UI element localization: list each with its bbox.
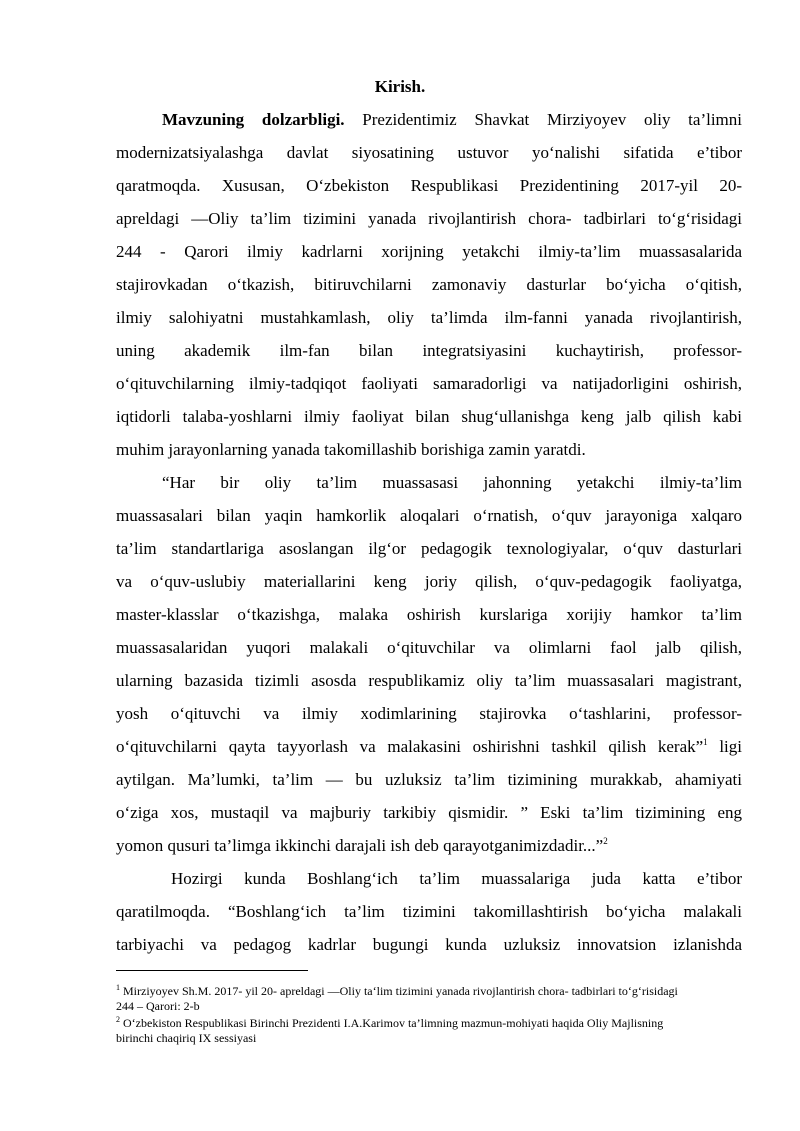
paragraph-line: o‘qituvchilarning ilmiy-tadqiqot faoliyati samaradorligi va natijadorligini oshirish, <box>116 374 742 393</box>
footnote-ref-1[interactable]: 1 <box>703 737 708 747</box>
paragraph-line: yosh o‘qituvchi va ilmiy xodimlarining stajirovka o‘tashlarini, professor- <box>116 704 742 723</box>
paragraph-text: ligi <box>707 737 742 756</box>
paragraph-line: muassasalaridan yuqori malakali o‘qituvchilar va olimlarni faol jalb qilish, <box>116 638 742 657</box>
paragraph-line: “Har bir oliy ta’lim muassasasi jahonning yetakchi ilmiy-ta’lim <box>162 473 742 492</box>
paragraph-line: master-klasslar o‘tkazishga, malaka oshirish kurslariga xorijiy hamkor ta’lim <box>116 605 742 624</box>
paragraph-line: ilmiy salohiyatni mustahkamlash, oliy ta’limda ilm-fanni yanada rivojlantirish, <box>116 308 742 327</box>
paragraph-line: qaratmoqda. Xususan, O‘zbekiston Respublikasi Prezidentining 2017-yil 20- <box>116 176 742 195</box>
footnote-text: Mirziyoyev Sh.M. 2017- yil 20- apreldagi ―Oliy ta‘lim tizimini yanada rivojlantirish chora- tadbirlari to‘g‘risidagi <box>120 984 678 998</box>
paragraph-line: iqtidorli talaba-yoshlarni ilmiy faoliyat bilan shug‘ullanishga keng jalb qilish kabi <box>116 407 742 426</box>
paragraph-line: va o‘quv-uslubiy materiallarini keng joriy qilish, o‘quv-pedagogik faoliyatga, <box>116 572 742 591</box>
footnote-separator <box>116 970 308 971</box>
paragraph-line: ularning bazasida tizimli asosda respublikamiz oliy ta’lim muassasalari magistrant, <box>116 671 742 690</box>
paragraph-line: Hozirgi kunda Boshlang‘ich ta’lim muassalariga juda katta e’tibor <box>171 869 742 888</box>
paragraph-line <box>116 835 742 857</box>
paragraph-text: o‘qituvchilarni qayta tayyorlash va malakasini oshirishni tashkil qilish kerak” <box>116 737 704 756</box>
footnote-2 <box>116 1016 742 1031</box>
paragraph-line: tarbiyachi va pedagog kadrlar bugungi kunda uzluksiz innovatsion izlanishda <box>116 935 742 954</box>
paragraph-line: stajirovkadan o‘tkazish, bitiruvchilarni zamonaviy dasturlar bo‘yicha o‘qitish, <box>116 275 742 294</box>
paragraph-line <box>116 736 742 758</box>
paragraph-line: uning akademik ilm-fan bilan integratsiyasini kuchaytirish, professor- <box>116 341 742 360</box>
paragraph-line <box>162 109 742 131</box>
paragraph-line: qaratilmoqda. “Boshlang‘ich ta’lim tizimini takomillashtirish bo‘yicha malakali <box>116 902 742 921</box>
footnote-text: O‘zbekiston Respublikasi Birinchi Prezidenti I.A.Karimov ta’limning mazmun-mohiyati haqida Oliy Majlisning <box>120 1016 664 1030</box>
footnote-1 <box>116 984 742 999</box>
paragraph-text: Prezidentimiz Shavkat Mirziyoyev oliy ta’limni <box>362 110 742 129</box>
paragraph-line: o‘ziga xos, mustaqil va majburiy tarkibiy qismidir. ” Eski ta’lim tizimining eng <box>116 803 742 822</box>
paragraph-line: apreldagi ―Oliy ta’lim tizimini yanada rivojlantirish chora- tadbirlari to‘g‘risidagi <box>116 209 742 228</box>
paragraph-line: ta’lim standartlariga asoslangan ilg‘or pedagogik texnologiyalar, o‘quv dasturlari <box>116 539 742 558</box>
paragraph-line: 244 - Qarori ilmiy kadrlarni xorijning yetakchi ilmiy-ta’lim muassasalarida <box>116 242 742 261</box>
page-title: Kirish. <box>374 77 426 96</box>
paragraph-line: aytilgan. Ma’lumki, ta’lim — bu uzluksiz ta’lim tizimining murakkab, ahamiyati <box>116 770 742 789</box>
paragraph-line: muhim jarayonlarning yanada takomillashib borishiga zamin yaratdi. <box>116 440 586 459</box>
paragraph-line: modernizatsiyalashga davlat siyosatining ustuvor yo‘nalishi sifatida e’tibor <box>116 143 742 162</box>
footnote-mark: 2 <box>116 1015 120 1024</box>
section-lead: Mavzuning dolzarbligi. <box>162 110 345 129</box>
paragraph-line: muassasalari bilan yaqin hamkorlik aloqalari o‘rnatish, o‘quv jarayoniga xalqaro <box>116 506 742 525</box>
paragraph-text: yomon qusuri ta’limga ikkinchi darajali ish deb qarayotganimizdadir...” <box>116 836 604 855</box>
footnote-mark: 1 <box>116 983 120 992</box>
footnote-ref-2[interactable]: 2 <box>603 836 608 846</box>
footnote-2-continued: birinchi chaqiriq IX sessiyasi <box>116 1031 257 1045</box>
footnote-1-continued: 244 – Qarori: 2-b <box>116 999 200 1013</box>
